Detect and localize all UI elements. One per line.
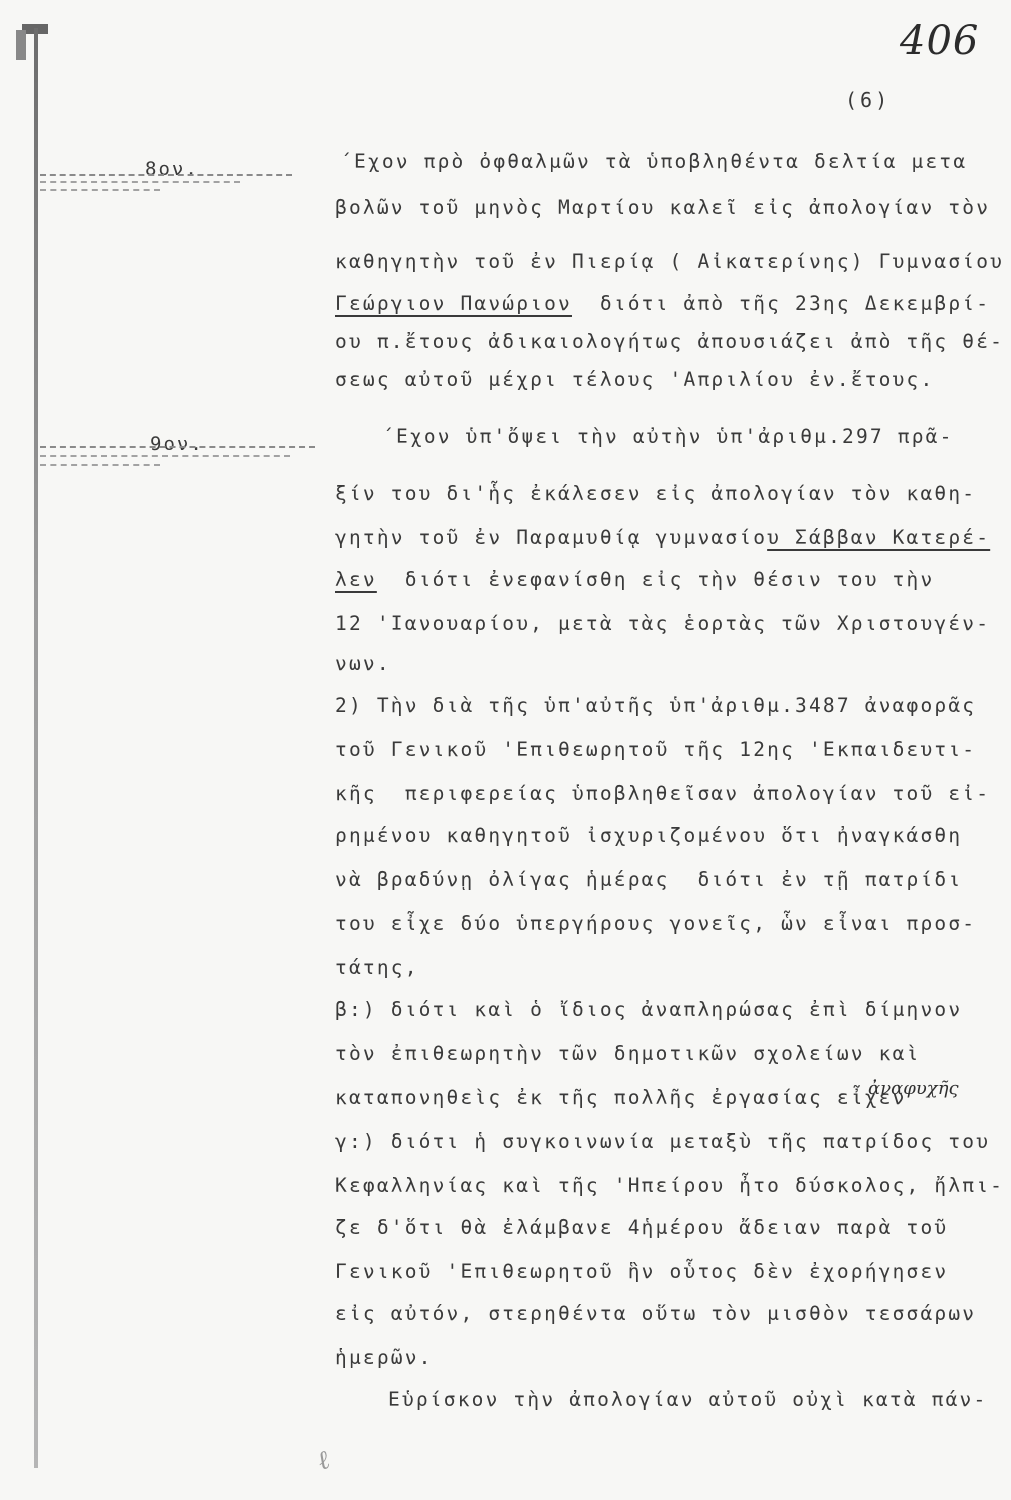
line-continuation: διότι ἀπὸ τῆς 23ης Δεκεμβρί- (571, 292, 991, 315)
text-line: β:) διότι καὶ ὁ ἴδιος ἀναπληρώσας ἐπὶ δίμηνον (335, 998, 963, 1021)
margin-rule (40, 189, 160, 191)
text-line: 2) Τὴν διὰ τῆς ὑπ'αὐτῆς ὑπ'ἀριθμ.3487 ἀναφορᾶς (335, 694, 977, 717)
underlined-name: λεν (335, 568, 377, 591)
margin-entry-8: 8ον. (145, 158, 199, 180)
text-line: τοῦ Γενικοῦ 'Επιθεωρητοῦ τῆς 12ης 'Εκπαιδευτι- (335, 738, 977, 761)
text-line: ου π.ἔτους ἀδικαιολογήτως ἀπουσιάζει ἀπὸ τῆς θέ- (335, 330, 1005, 353)
text-line (335, 568, 934, 592)
text-line: νων. (335, 652, 391, 675)
margin-rule (40, 455, 290, 457)
text-line: καταπονηθεὶς ἐκ τῆς πολλῆς ἐργασίας εἶχεν (335, 1086, 907, 1109)
margin-rule (40, 181, 240, 183)
text-line: σεως αὐτοῦ μέχρι τέλους 'Απριλίου ἐν.ἔτους. (335, 368, 935, 391)
text-line: βολῶν τοῦ μηνὸς Μαρτίου καλεῖ εἰς ἀπολογίαν τὸν (335, 196, 991, 219)
text-line: γ:) διότι ἡ συγκοινωνία μεταξὺ τῆς πατρίδος του (335, 1130, 991, 1153)
text-line: τάτης, (335, 956, 419, 979)
text-line: ΄Εχον ὑπ'ὄψει τὴν αὐτὴν ὑπ'ἀριθμ.297 πρᾶ- (382, 425, 954, 448)
text-line: ΄Εχον πρὸ ὀφθαλμῶν τὰ ὑποβληθέντα δελτία μετα (340, 150, 968, 173)
margin-entry-9: 9ον. (150, 433, 204, 455)
text-line: καθηγητὴν τοῦ ἐν Πιερίᾳ ( Αἰκατερίνης) Γυμνασίου (335, 250, 1005, 273)
text-line: Εὑρίσκον τὴν ἀπολογίαν αὐτοῦ οὐχὶ κατὰ πάν- (388, 1388, 988, 1411)
text-line: εἰς αὐτόν, στερηθέντα οὕτω τὸν μισθὸν τεσσάρων (335, 1302, 977, 1325)
text-line (335, 292, 990, 316)
margin-rule (40, 446, 315, 448)
line-continuation: διότι ἐνεφανίσθη εἰς τὴν θέσιν του τὴν (376, 568, 935, 591)
text-line: Γενικοῦ 'Επιθεωρητοῦ ἣν οὗτος δὲν ἐχορήγησεν (335, 1260, 949, 1283)
text-line: ξίν του δι'ἧς ἐκάλεσεν εἰς ἀπολογίαν τὸν καθη- (335, 482, 977, 505)
text-line: ἡμερῶν. (335, 1346, 433, 1369)
binding-line (34, 28, 38, 1468)
underlined-name: υ Σάββαν Κατερέ- (767, 526, 991, 549)
text-line: 12 'Ιανουαρίου, μετὰ τὰς ἑορτὰς τῶν Χριστουγέν- (335, 612, 991, 635)
text-line: ρημένου καθηγητοῦ ἰσχυριζομένου ὅτι ἠναγκάσθη (335, 824, 963, 847)
handwritten-note: ἀναφυχῆς (868, 1078, 959, 1099)
underlined-name: Γεώργιον Πανώριον (335, 292, 572, 315)
line-start: γητὴν τοῦ ἐν Παραμυθίᾳ γυμνασίο (335, 526, 768, 549)
text-line: τὸν ἐπιθεωρητὴν τῶν δημοτικῶν σχολείων καὶ (335, 1042, 921, 1065)
text-line: κῆς περιφερείας ὑποβληθεῖσαν ἀπολογίαν τοῦ εἰ- (335, 782, 991, 805)
text-line: του εἶχε δύο ὑπεργήρους γονεῖς, ὧν εἶναι προσ- (335, 912, 977, 935)
text-line: νὰ βραδύνῃ ὀλίγας ἡμέρας διότι ἐν τῇ πατρίδι (335, 868, 963, 891)
margin-rule (40, 174, 292, 176)
text-line (335, 526, 990, 550)
text-line: Κεφαλληνίας καὶ τῆς 'Ηπείρου ἦτο δύσκολος, ἤλπι- (335, 1174, 1005, 1197)
text-line: ζε δ'ὅτι θὰ ἐλάμβανε 4ἡμέρου ἄδειαν παρὰ τοῦ (335, 1216, 949, 1239)
binding-mark-side (16, 30, 26, 60)
margin-rule (40, 464, 160, 466)
typed-page-number: (6) (845, 88, 891, 112)
initials-mark: ℓ (313, 1445, 334, 1477)
handwritten-page-number: 406 (900, 18, 980, 64)
